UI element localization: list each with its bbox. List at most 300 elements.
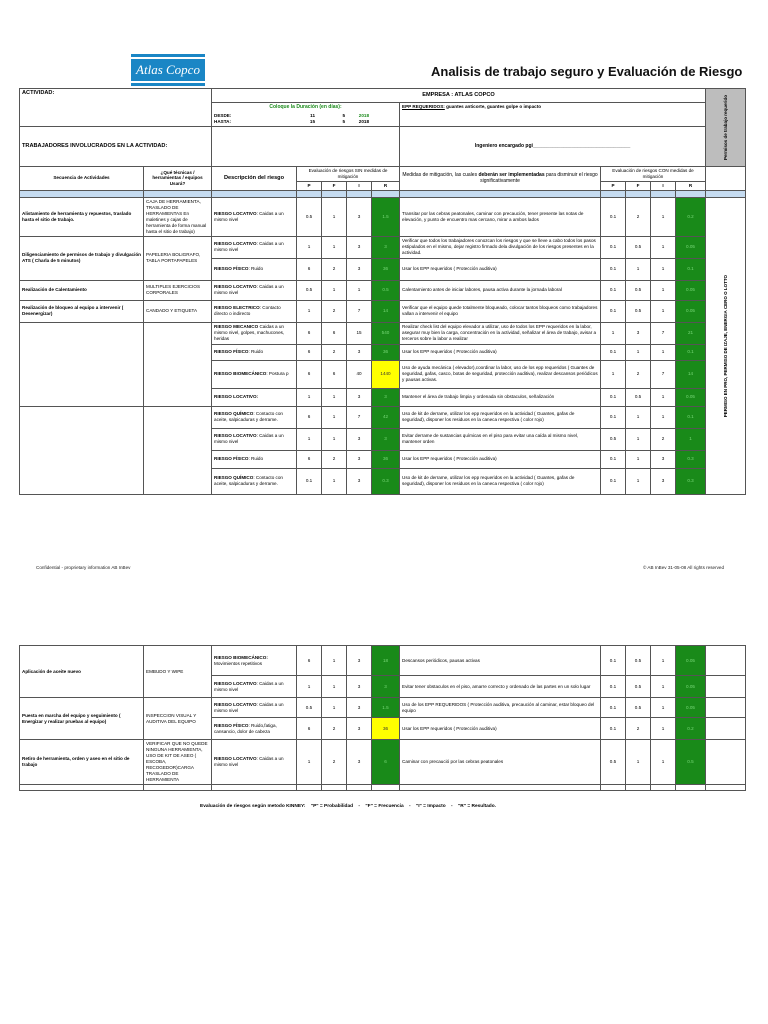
f2-value: 0.5 xyxy=(626,280,651,300)
risk-detail: Movimientos repetitivos xyxy=(214,660,262,666)
i2-value: 1 xyxy=(651,388,676,406)
col-f2: F xyxy=(626,181,651,190)
p-value: 6 xyxy=(297,344,322,360)
r-value: 540 xyxy=(372,322,400,344)
strip-cell xyxy=(372,784,400,790)
r-value: 36 xyxy=(372,344,400,360)
risk-type: RIESGO BIOMECÁNICO: xyxy=(214,654,268,660)
strip-cell xyxy=(144,784,212,790)
legend-sep-2: - xyxy=(409,804,411,809)
f-value: 2 xyxy=(322,344,347,360)
risk-description xyxy=(212,322,297,344)
risk-type: RIESGO LOCATIVO xyxy=(214,210,257,216)
risk-description xyxy=(212,428,297,450)
r-value: 3 xyxy=(372,428,400,450)
mitigation-measure: Usar los EPP requeridos ( Protección auditiva) xyxy=(400,718,601,740)
i-value: 3 xyxy=(347,428,372,450)
f-value: 6 xyxy=(322,322,347,344)
f2-value: 0.5 xyxy=(626,300,651,322)
r2-value: 0.05 xyxy=(676,698,706,718)
legend-sep-3: - xyxy=(451,804,453,809)
i2-value: 1 xyxy=(651,344,676,360)
permiso-blank xyxy=(706,646,746,676)
legend-i: "I" = Impacto xyxy=(415,804,446,809)
p2-value: 0.1 xyxy=(601,236,626,258)
permiso-blank xyxy=(706,740,746,785)
legend-f: "F" = Frecuencia xyxy=(365,804,404,809)
strip-cell xyxy=(601,784,626,790)
i2-value: 1 xyxy=(651,197,676,236)
p2-value: 0.1 xyxy=(601,300,626,322)
strip-cell xyxy=(212,784,297,790)
page-title: Analisis de trabajo seguro y Evaluación de Riesgo xyxy=(431,64,743,79)
i2-value: 1 xyxy=(651,698,676,718)
r2-value: 0.3 xyxy=(676,468,706,494)
f-value: 2 xyxy=(322,740,347,785)
mitigation-measure: Uso de los EPP REQUERIDOS ( Protección auditiva, precaución al caminar, estar bloqueo del equipo xyxy=(400,698,601,718)
p-value: 6 xyxy=(297,258,322,280)
mitigation-measure: Usar los EPP requeridos ( Protección auditiva) xyxy=(400,258,601,280)
mitigation-measure: Usar los EPP requeridos ( Protección auditiva) xyxy=(400,450,601,468)
i2-value: 1 xyxy=(651,236,676,258)
r2-value: 0.05 xyxy=(676,388,706,406)
p2-value: 0.5 xyxy=(601,740,626,785)
risk-type: RIESGO FÍSICO xyxy=(214,266,249,272)
f-value: 2 xyxy=(322,450,347,468)
epp-value: guantes anticorte, guantes golpe o impacto xyxy=(444,104,542,109)
r-value: 36 xyxy=(372,258,400,280)
mitigation-measure: Transitar por las cebras peatonales, caminar con precaución, tener presente las notas de elevación, y punto de encuentro mas cercano, mirar a ambos lados xyxy=(400,197,601,236)
mitigation-measure: Calentamiento antes de iniciar labores, pausa activa durante la jornada laboral xyxy=(400,280,601,300)
risk-description xyxy=(212,360,297,388)
kinney-legend xyxy=(200,804,500,809)
f2-value: 2 xyxy=(626,360,651,388)
f-value: 1 xyxy=(322,197,347,236)
r-value: 42 xyxy=(372,406,400,428)
risk-type: RIESGO LOCATIVO xyxy=(214,755,257,761)
p2-value: 0.1 xyxy=(601,280,626,300)
col-i2: I xyxy=(651,181,676,190)
col-tecnicas: ¿Qué técnicas / herramientas / equipos Usará? xyxy=(144,167,212,191)
strip-cell xyxy=(297,784,322,790)
activity-cell: Realización de bloqueo al equipo a intervenir ( Desenergizar) xyxy=(20,300,144,322)
i-value: 3 xyxy=(347,698,372,718)
risk-type: RIESGO FÍSICO xyxy=(214,349,249,355)
trabajadores-field[interactable] xyxy=(212,127,400,167)
i2-value: 1 xyxy=(651,258,676,280)
f-value: 2 xyxy=(322,258,347,280)
p2-value: 0.1 xyxy=(601,197,626,236)
tecnica-cell: CANDADO Y ETIQUETA xyxy=(144,300,212,322)
f2-value: 1 xyxy=(626,406,651,428)
hasta-dia: 15 xyxy=(309,118,316,124)
col-eval-con: Evaluación de riesgos CON medidas de mitigación xyxy=(601,167,706,182)
hasta-anio: 2018 xyxy=(358,118,370,124)
permiso-blank xyxy=(706,676,746,698)
risk-detail: : Ruido xyxy=(248,349,264,355)
risk-type: RIESGO FÍSICO xyxy=(214,722,249,728)
desde-label: DESDE: xyxy=(214,112,232,118)
i-value: 3 xyxy=(347,388,372,406)
risk-type: RIESGO ELECTRICO xyxy=(214,305,260,311)
i2-value: 7 xyxy=(651,360,676,388)
col-permisos-blank xyxy=(706,167,746,191)
strip-cell xyxy=(20,784,144,790)
risk-detail: : Caidas a un mismo nivel xyxy=(214,210,284,222)
mitigation-measure: Verificar que todos los trabajadores conozcan los riesgos y que se lleve a cabo todos los pasos estipulados en el mismo, dejar registro firmado dela divulgación de los riesgos presentes en la actividad. xyxy=(400,236,601,258)
i-value: 3 xyxy=(347,718,372,740)
col-medidas xyxy=(400,167,601,191)
f-value: 6 xyxy=(322,360,347,388)
risk-detail: : Postura p xyxy=(266,371,289,377)
risk-type: RIESGO LOCATIVO xyxy=(214,701,257,707)
risk-type: RIESGO QUÍMICO xyxy=(214,475,254,481)
i-value: 40 xyxy=(347,360,372,388)
r-value: 3 xyxy=(372,236,400,258)
r-value: 14 xyxy=(372,300,400,322)
risk-detail: : Caidas a un mismo nivel xyxy=(214,284,284,296)
i2-value: 2 xyxy=(651,428,676,450)
col-eval-sin: Evaluación de riesgos SIN medidas de mitigación xyxy=(297,167,400,182)
risk-detail: Caidas a un mismo nivel, golpes, machucones, heridas xyxy=(214,324,285,342)
risk-detail: : Ruido xyxy=(248,456,264,462)
risk-description xyxy=(212,280,297,300)
col-f: F xyxy=(322,181,347,190)
p-value: 1 xyxy=(297,740,322,785)
hasta-label: HASTA: xyxy=(214,118,232,124)
fechas xyxy=(212,112,400,127)
i-value: 3 xyxy=(347,646,372,676)
desde-dia: 11 xyxy=(310,112,316,118)
risk-detail: : Caidas a un mismo nivel xyxy=(214,701,284,713)
r-value: 36 xyxy=(372,450,400,468)
i2-value: 1 xyxy=(651,740,676,785)
strip-cell xyxy=(400,784,601,790)
risk-detail: : Caidas a un mismo nivel xyxy=(214,680,284,692)
tecnica-cell: CAJA DE HERRAMIENTA, TRASLADO DE HERRAMIENTAS En maletines y cajas de herramienta de forma manual hasta el sitio de trabajo) xyxy=(144,197,212,236)
f2-value: 0.5 xyxy=(626,676,651,698)
col-medidas-c: para disminuir el riesgo significativamente xyxy=(480,171,598,185)
ingeniero-field[interactable]: Ingeniero encargado pgi___________________________________ xyxy=(400,127,706,167)
f2-value: 0.5 xyxy=(626,236,651,258)
strip-cell xyxy=(626,784,651,790)
f-value: 2 xyxy=(322,718,347,740)
f2-value: 0.5 xyxy=(626,698,651,718)
i-value: 3 xyxy=(347,676,372,698)
f2-value: 2 xyxy=(626,718,651,740)
mitigation-measure: Uso de ayuda mecánica ( elevador),coordinar la labor, uso de los epp requeridos ( Guantes de seguridad, gafas, casco, botas de seguridad, protección auditiva), realizar descansos periódicos y pausas activas. xyxy=(400,360,601,388)
r2-value: 0.2 xyxy=(676,718,706,740)
p-value: 6 xyxy=(297,360,322,388)
f2-value: 0.5 xyxy=(626,646,651,676)
mitigation-measure: Evitar tener obstaculos en el piso, amarre correcto y ordenado de las partes en un solo lugar xyxy=(400,676,601,698)
f2-value: 3 xyxy=(626,322,651,344)
legend-p: "P" = Probabilidad xyxy=(310,804,354,809)
i-value: 3 xyxy=(347,236,372,258)
risk-description xyxy=(212,450,297,468)
f-value: 1 xyxy=(322,406,347,428)
activity-cell xyxy=(20,406,144,494)
risk-row xyxy=(20,406,746,428)
risk-row xyxy=(20,236,746,258)
legend-sep-1: - xyxy=(358,804,361,809)
i-value: 3 xyxy=(347,468,372,494)
f-value: 1 xyxy=(322,388,347,406)
risk-type: RIESGO LOCATIVO xyxy=(214,284,257,290)
p-value: 1 xyxy=(297,300,322,322)
r2-value: 0.1 xyxy=(676,406,706,428)
p-value: 1 xyxy=(297,676,322,698)
col-i: I xyxy=(347,181,372,190)
col-r2: R xyxy=(676,181,706,190)
duracion-label: Coloque la Duración (en días): xyxy=(212,103,400,112)
p2-value: 0.1 xyxy=(601,344,626,360)
p-value: 0.5 xyxy=(297,280,322,300)
r2-value: 1 xyxy=(676,428,706,450)
f-value: 1 xyxy=(322,236,347,258)
r-value: 18 xyxy=(372,646,400,676)
r-value: 1.5 xyxy=(372,698,400,718)
risk-row xyxy=(20,322,746,344)
risk-type: RIESGO LOCATIVO xyxy=(214,241,257,247)
tecnica-cell xyxy=(144,406,212,494)
r2-value: 0.05 xyxy=(676,676,706,698)
r2-value: 14 xyxy=(676,360,706,388)
f-value: 1 xyxy=(322,676,347,698)
i2-value: 1 xyxy=(651,676,676,698)
i2-value: 1 xyxy=(651,718,676,740)
legend-method: Evaluación de riesgos según metodo KINNEY: xyxy=(200,804,306,809)
i2-value: 1 xyxy=(651,300,676,322)
activity-cell: Aplicación de aceite nuevo xyxy=(20,646,144,698)
desde-anio: 2018 xyxy=(358,112,370,118)
f2-value: 1 xyxy=(626,450,651,468)
f2-value: 0.5 xyxy=(626,388,651,406)
risk-type: RIESGO LOCATIVO xyxy=(214,680,257,686)
risk-description xyxy=(212,676,297,698)
strip-cell xyxy=(706,784,746,790)
strip-cell xyxy=(651,784,676,790)
f-value: 2 xyxy=(322,300,347,322)
activity-cell: Diligenciamiento de permisos de trabajo y divulgación ATS ( Charla de 5 minutos) xyxy=(20,236,144,280)
f-value: 1 xyxy=(322,468,347,494)
activity-cell: Alistamiento de herramienta y repuestos, traslado hasta el sitio de trabajo. xyxy=(20,197,144,236)
risk-detail: : Caidas a un mismo nivel xyxy=(214,241,284,253)
f-value: 1 xyxy=(322,646,347,676)
f2-value: 1 xyxy=(626,428,651,450)
p2-value: 0.1 xyxy=(601,718,626,740)
i2-value: 3 xyxy=(651,450,676,468)
empresa-label: EMPRESA : ATLAS COPCO xyxy=(212,89,706,103)
p-value: 0.1 xyxy=(297,468,322,494)
risk-detail: : Ruido,fatiga, cansancio, dolor de cabeza xyxy=(214,722,277,734)
separator-row xyxy=(20,190,746,197)
col-descripcion: Descripción del riesgo xyxy=(212,167,297,191)
mitigation-measure: Usar los EPP requeridos ( Protección auditiva) xyxy=(400,344,601,360)
p2-value: 0.1 xyxy=(601,388,626,406)
i2-value: 3 xyxy=(651,468,676,494)
permiso-blank xyxy=(706,698,746,718)
f-value: 1 xyxy=(322,698,347,718)
p2-value: 0.1 xyxy=(601,676,626,698)
copyright-note: © AB InBev 31-05-08 All rights reserved xyxy=(643,565,725,570)
epp-requeridos xyxy=(400,103,706,127)
risk-description xyxy=(212,698,297,718)
risk-description xyxy=(212,236,297,258)
strip-cell xyxy=(347,784,372,790)
i-value: 15 xyxy=(347,322,372,344)
p2-value: 0.1 xyxy=(601,258,626,280)
risk-detail: : Contacto con aceite, salpicaduras y derrame. xyxy=(214,475,283,487)
mitigation-measure: Realizar check list del equipo elevador a utilizar, uso de todos los EPP requeridos en la labor, asegurar muy bien la carga, concentración en la actividad, señalizar el área de trabajo, avisar a terceros sobre la labor a realizar xyxy=(400,322,601,344)
risk-description xyxy=(212,740,297,785)
p2-value: 1 xyxy=(601,360,626,388)
atlas-copco-logo xyxy=(131,54,205,86)
activity-cell: Retiro de herramienta, orden y aseo en el sitio de trabajo xyxy=(20,740,144,785)
p-value: 6 xyxy=(297,406,322,428)
bottom-strip xyxy=(20,784,746,790)
r2-value: 0.05 xyxy=(676,280,706,300)
f2-value: 1 xyxy=(626,344,651,360)
risk-detail: : Caidas a un mismo nivel xyxy=(214,433,284,445)
r-value: 0.3 xyxy=(372,468,400,494)
permiso-lateral xyxy=(706,197,746,494)
mitigation-measure: Mantener el área de trabajo limpia y ordenada sin obstaculos, señalización xyxy=(400,388,601,406)
risk-description xyxy=(212,468,297,494)
i2-value: 7 xyxy=(651,322,676,344)
trabajadores-label: TRABAJADORES INVOLUCRADOS EN LA ACTIVIDAD: xyxy=(20,127,212,167)
permiso-lateral-text: PERMISO EN PRO, PERMISO DE IZAJE, ENERGIA CERO O LOTTO xyxy=(722,274,728,417)
tecnica-cell: INSPECCION VISUAL Y AUDITIVA DEL EQUIPO xyxy=(144,698,212,740)
r2-value: 21 xyxy=(676,322,706,344)
r-value: 1.5 xyxy=(372,197,400,236)
risk-description xyxy=(212,646,297,676)
risk-type: RIESGO LOCATIVO: xyxy=(214,394,259,400)
col-medidas-a: Medidas de mitigación, las cuales xyxy=(402,171,479,178)
mitigation-measure: Uso de kit de derrame, utilizar los epp requeridos en la actividad ( Guantes, gafas de seguridad), disponer los residuos en la caneca respectiva ( color rojo) xyxy=(400,406,601,428)
r-value: 6 xyxy=(372,740,400,785)
risk-detail: : Contacto directo o indirecto xyxy=(214,305,281,317)
p-value: 1 xyxy=(297,388,322,406)
risk-row xyxy=(20,197,746,236)
r-value: 0.5 xyxy=(372,280,400,300)
risk-table xyxy=(19,88,746,495)
i-value: 7 xyxy=(347,300,372,322)
p-value: 6 xyxy=(297,718,322,740)
risk-detail: : Contacto con aceite, salpicaduras y derrame. xyxy=(214,411,283,423)
r-value: 36 xyxy=(372,718,400,740)
r2-value: 0.5 xyxy=(676,740,706,785)
i-value: 3 xyxy=(347,450,372,468)
r2-value: 0.1 xyxy=(676,344,706,360)
r2-value: 0.05 xyxy=(676,646,706,676)
p2-value: 0.5 xyxy=(601,428,626,450)
risk-description xyxy=(212,300,297,322)
f-value: 1 xyxy=(322,280,347,300)
tecnica-cell: EMBUDO Y WIPE xyxy=(144,646,212,698)
p2-value: 0.1 xyxy=(601,450,626,468)
i2-value: 1 xyxy=(651,646,676,676)
tecnica-cell: MULTIPLES EJERCICIOS CORPORALES xyxy=(144,280,212,300)
risk-row xyxy=(20,280,746,300)
permisos-header xyxy=(706,89,746,167)
col-secuencia: Secuencia de Actividades xyxy=(20,167,144,191)
col-medidas-b: deberán ser implementadas xyxy=(478,171,545,178)
i-value: 3 xyxy=(347,344,372,360)
risk-description xyxy=(212,406,297,428)
p-value: 0.5 xyxy=(297,197,322,236)
p2-value: 0.1 xyxy=(601,646,626,676)
risk-type: RIESGO BIOMECÁNICO xyxy=(214,371,267,377)
desde-mes: 5 xyxy=(342,112,346,118)
mitigation-measure: Caminar con precaució por las cebras peatonales xyxy=(400,740,601,785)
risk-table-continued xyxy=(19,645,746,791)
activity-cell xyxy=(20,322,144,406)
p-value: 6 xyxy=(297,322,322,344)
p-value: 1 xyxy=(297,428,322,450)
i-value: 1 xyxy=(347,280,372,300)
i-value: 3 xyxy=(347,740,372,785)
risk-type: RIESGO LOCATIVO xyxy=(214,433,257,439)
p-value: 1 xyxy=(297,236,322,258)
p2-value: 0.1 xyxy=(601,406,626,428)
risk-description xyxy=(212,197,297,236)
legend-r: "R" = Resultado. xyxy=(458,804,497,809)
confidential-note: Confidential - proprietary information AB InBev xyxy=(36,565,131,570)
tecnica-cell: PAPELERIA BOLIGRAFO, TABLA PORTAPAPELES xyxy=(144,236,212,280)
risk-description xyxy=(212,388,297,406)
mitigation-measure: Descansos periódicos, pausas activas xyxy=(400,646,601,676)
f2-value: 1 xyxy=(626,258,651,280)
risk-description xyxy=(212,344,297,360)
actividad-label: ACTIVIDAD: xyxy=(20,89,212,127)
f2-value: 1 xyxy=(626,740,651,785)
tecnica-cell xyxy=(144,322,212,406)
p-value: 6 xyxy=(297,450,322,468)
risk-row xyxy=(20,646,746,676)
permiso-blank xyxy=(706,718,746,740)
i-value: 3 xyxy=(347,258,372,280)
risk-type: RIESGO FÍSICO xyxy=(214,456,249,462)
r2-value: 0.05 xyxy=(676,300,706,322)
r-value: 1440 xyxy=(372,360,400,388)
risk-detail: : Ruido xyxy=(248,266,264,272)
col-p: P xyxy=(297,181,322,190)
i-value: 3 xyxy=(347,197,372,236)
r2-value: 0.3 xyxy=(676,450,706,468)
p-value: 0.5 xyxy=(297,698,322,718)
mitigation-measure: Evitar derrame de sustancias químicas en el piso para evitar una caída al mismo nivel, mantener orden xyxy=(400,428,601,450)
risk-description xyxy=(212,718,297,740)
i2-value: 1 xyxy=(651,406,676,428)
r-value: 3 xyxy=(372,388,400,406)
risk-row xyxy=(20,300,746,322)
f2-value: 2 xyxy=(626,197,651,236)
r2-value: 0.2 xyxy=(676,197,706,236)
p2-value: 0.1 xyxy=(601,698,626,718)
risk-row xyxy=(20,740,746,785)
risk-row xyxy=(20,698,746,718)
col-p2: P xyxy=(601,181,626,190)
p2-value: 0.1 xyxy=(601,468,626,494)
strip-cell xyxy=(322,784,347,790)
f-value: 1 xyxy=(322,428,347,450)
risk-type: RIESGO QUÍMICO xyxy=(214,411,254,417)
i-value: 7 xyxy=(347,406,372,428)
permisos-text: Permisos de trabajo requerido xyxy=(722,94,728,161)
p-value: 6 xyxy=(297,646,322,676)
risk-description xyxy=(212,258,297,280)
